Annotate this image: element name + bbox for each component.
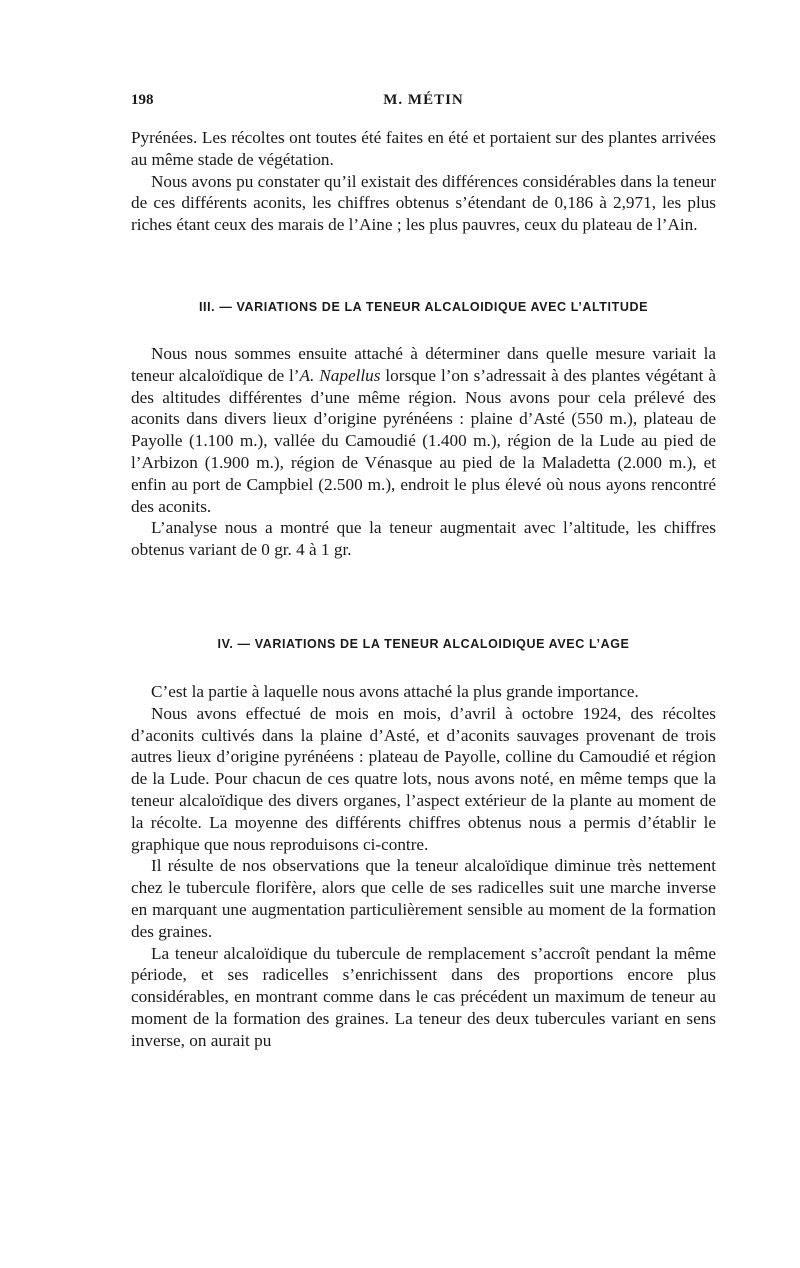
paragraph: L’analyse nous a montré que la teneur augmentait avec l’altitude, les chiffres obtenus variant de 0 gr. 4 à 1 gr. (131, 518, 716, 560)
paragraph: La teneur alcaloïdique du tubercule de remplacement s’accroît pendant la même période, et ses radicelles s’enrichissent dans des proportions encore plus considérables, en montrant comme dans le cas précédent un maximum de teneur au moment de la formation des graines. La teneur des deux tubercules variant en sens inverse, on aurait pu (131, 943, 716, 1050)
paragraph (131, 343, 716, 517)
section-heading-altitude: III. — VARIATIONS DE LA TENEUR ALCALOIDIQUE AVEC L’ALTITUDE (198, 300, 649, 314)
running-head (131, 92, 716, 116)
paragraph: C’est la partie à laquelle nous avons attaché la plus grande importance. (151, 682, 639, 701)
text-run: Nous nous sommes ensuite attaché à déterminer dans quelle mesure variait la teneur alcaloïdique de l’ (131, 344, 716, 385)
species-name: A. Napellus (299, 365, 381, 385)
section-heading-age: IV. — VARIATIONS DE LA TENEUR ALCALOIDIQUE AVEC L’AGE (217, 637, 630, 651)
text-block-intro (131, 127, 716, 236)
paragraph: Nous avons effectué de mois en mois, d’avril à octobre 1924, des récoltes d’aconits cultivés dans la plaine d’Asté, et d’aconits sauvages provenant de trois autres lieux d’origine pyrénéens : plateau de Payolle, colline du Camoudié et région de la Lude. Pour chacun de ces quatre lots, nous avons noté, en même temps que la teneur alcaloïdique des divers organes, l’aspect extérieur de la plante au moment de la récolte. La moyenne des différents chiffres obtenus nous a permis d’établir le graphique que nous reproduisons ci-contre. (131, 703, 716, 854)
text-block-age (131, 681, 716, 1052)
text-block-altitude (131, 343, 716, 561)
text-run: lorsque l’on s’adressait à des plantes végétant à des altitudes différentes d’une même région. Nous avons pour cela prélevé des aconits dans divers lieux d’origine pyrénéens : plaine d’Asté (550 m.), plateau de Payolle (1.100 m.), vallée du Camoudié (1.400 m.), région de la Lude au pied de l’Arbizon (1.900 m.), région de Vénasque au pied de la Maladetta (2.000 m.), et enfin au port de Campbiel (2.500 m.), endroit le plus élevé où nous ayons rencontré des aconits. (131, 365, 716, 516)
paragraph: Nous avons pu constater qu’il existait des différences considérables dans la teneur de ces différents aconits, les chiffres obtenus s’étendant de 0,186 à 2,971, les plus riches étant ceux des marais de l’Aine ; les plus pauvres, ceux du plateau de l’Ain. (131, 171, 716, 235)
running-title: M. MÉTIN (383, 92, 464, 108)
page-number: 198 (131, 92, 154, 108)
paragraph: Pyrénées. Les récoltes ont toutes été faites en été et portaient sur des plantes arrivées au même stade de végétation. (131, 128, 716, 169)
paragraph: Il résulte de nos observations que la teneur alcaloïdique diminue très nettement chez le tubercule florifère, alors que celle de ses radicelles suit une marche inverse en marquant une augmentation particulièrement sensible au moment de la formation des graines. (131, 856, 716, 941)
